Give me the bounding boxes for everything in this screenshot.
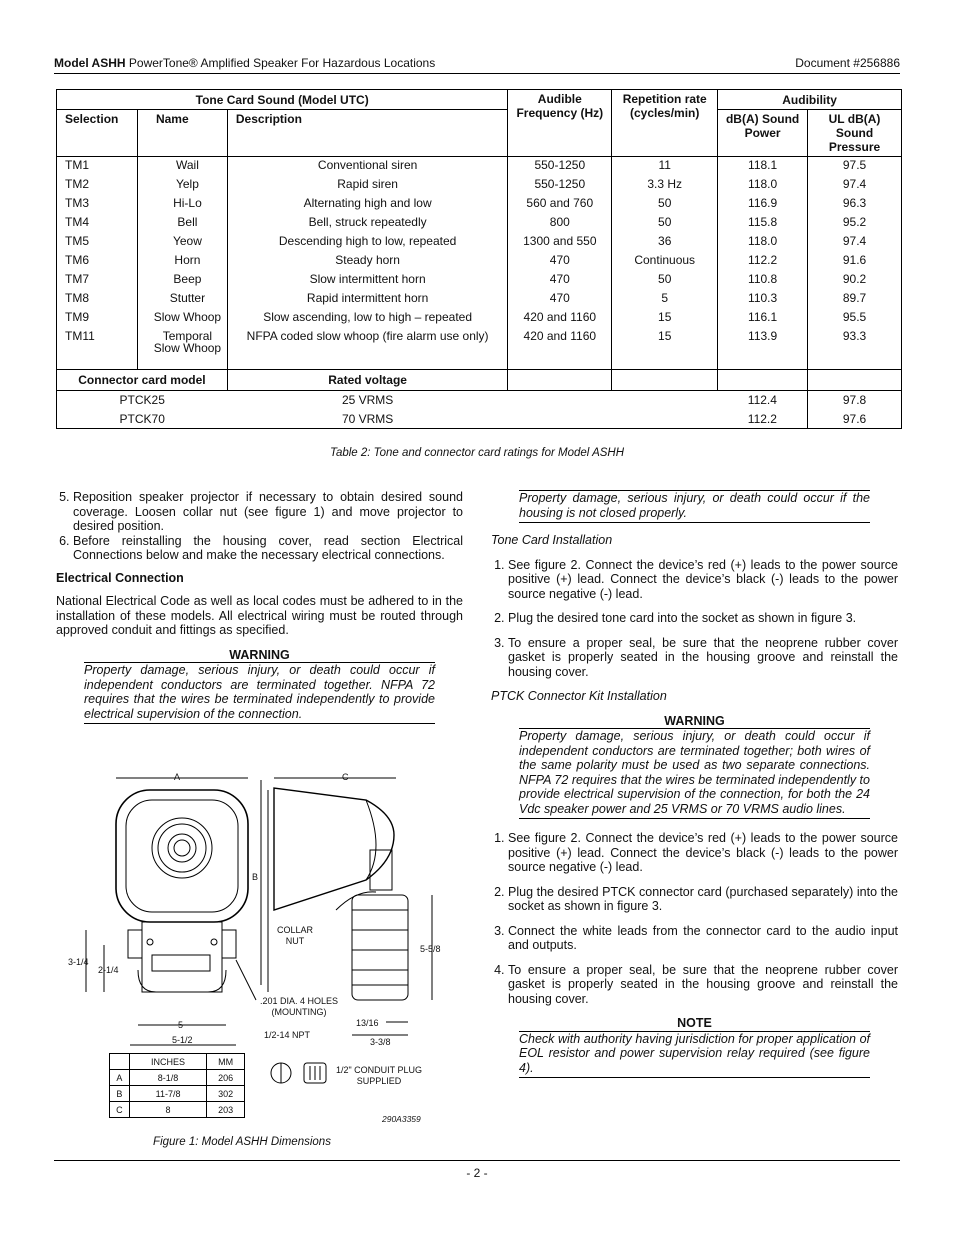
sound-power-cell: 118.0 bbox=[718, 233, 808, 252]
dim-cell: C bbox=[110, 1102, 130, 1118]
description-cell: Slow intermittent horn bbox=[227, 271, 507, 290]
dim-cell: 203 bbox=[207, 1102, 245, 1118]
description-cell: Steady horn bbox=[227, 252, 507, 271]
dim-row bbox=[110, 1086, 245, 1102]
warning-body: Property damage, serious injury, or death could occur if independent conductors are terminated together. NFPA 72 requires that the wires be terminated independently to provide electrical supervision of the connection. bbox=[84, 663, 435, 724]
sound-power-cell: 118.1 bbox=[718, 157, 808, 176]
name-cell: Wail bbox=[137, 157, 227, 176]
dim-header-cell: MM bbox=[207, 1054, 245, 1070]
sound-pressure-cell: 97.4 bbox=[808, 176, 902, 195]
dimension-table bbox=[109, 1053, 245, 1118]
npt-label: 1/2-14 NPT bbox=[264, 1030, 311, 1040]
dim-5: 5 bbox=[178, 1020, 184, 1030]
dim-13-16: 13/16 bbox=[356, 1018, 379, 1028]
figure-dimensions bbox=[56, 760, 476, 1130]
frequency-cell: 420 and 1160 bbox=[508, 328, 612, 370]
description-cell: Bell, struck repeatedly bbox=[227, 214, 507, 233]
sound-pressure-cell: 97.5 bbox=[808, 157, 902, 176]
rated-voltage-cell: 25 VRMS bbox=[341, 393, 394, 408]
dim-label-c: C bbox=[342, 772, 349, 782]
dim-3-1-4: 3-1/4 bbox=[68, 957, 89, 967]
description-cell: Slow ascending, low to high – repeated bbox=[227, 309, 507, 328]
table-row bbox=[57, 157, 902, 176]
dim-cell: 302 bbox=[207, 1086, 245, 1102]
ratings-table bbox=[56, 89, 902, 429]
list-item: 2. Plug the desired PTCK connector card (purchased separately) into the socket as shown in figure 3. bbox=[508, 885, 898, 914]
header-rule bbox=[54, 73, 900, 74]
sound-pressure-cell: 91.6 bbox=[808, 252, 902, 271]
sound-power-cell: 112.4 bbox=[747, 393, 777, 408]
right-column bbox=[491, 490, 898, 1078]
selection-cell: TM2 bbox=[65, 176, 89, 191]
header-audibility: Audibility bbox=[718, 90, 902, 110]
table-row bbox=[57, 309, 902, 328]
footer-rule bbox=[54, 1160, 900, 1161]
header-connector-model: Connector card model bbox=[57, 370, 228, 391]
conduit-plug-label: 1/2" CONDUIT PLUG SUPPLIED bbox=[335, 1065, 423, 1086]
dim-header-cell: INCHES bbox=[129, 1054, 206, 1070]
name-cell: Hi-Lo bbox=[137, 195, 227, 214]
dim-2-1-4: 2-1/4 bbox=[98, 965, 119, 975]
name-cell: Yeow bbox=[137, 233, 227, 252]
note-body: Check with authority having jurisdiction for proper application of EOL resistor and power supervision relay required (see figure 4). bbox=[519, 1032, 870, 1079]
left-column bbox=[56, 490, 463, 724]
table-row bbox=[57, 252, 902, 271]
sound-pressure-cell: 93.3 bbox=[808, 328, 902, 370]
selection-cell: TM9 bbox=[65, 309, 89, 324]
description-cell: Conventional siren bbox=[227, 157, 507, 176]
rated-voltage-cell: 70 VRMS bbox=[341, 411, 394, 426]
selection-cell: TM3 bbox=[65, 195, 89, 210]
header-frequency: Audible Frequency (Hz) bbox=[508, 90, 612, 157]
list-item: 2. Plug the desired tone card into the socket as shown in figure 3. bbox=[508, 611, 898, 626]
repetition-cell: 50 bbox=[612, 195, 718, 214]
sound-pressure-cell: 89.7 bbox=[808, 290, 902, 309]
frequency-cell: 550-1250 bbox=[508, 176, 612, 195]
repetition-cell: 5 bbox=[612, 290, 718, 309]
frequency-cell: 470 bbox=[508, 252, 612, 271]
dim-5-5-8: 5-5/8 bbox=[420, 944, 441, 954]
electrical-heading: Electrical Connection bbox=[56, 570, 184, 585]
note-title: NOTE bbox=[519, 1016, 870, 1032]
selection-cell: TM11 bbox=[65, 328, 95, 343]
repetition-cell: 50 bbox=[612, 214, 718, 233]
sound-power-cell: 110.8 bbox=[718, 271, 808, 290]
page-number: - 2 - bbox=[466, 1166, 488, 1180]
sound-power-cell: 115.8 bbox=[718, 214, 808, 233]
sound-power-cell: 113.9 bbox=[718, 328, 808, 370]
connector-model-cell: PTCK25 bbox=[119, 393, 165, 408]
step-6: 6. Before reinstalling the housing cover, read section Electrical Connections below and make the necessary electrical connections. bbox=[73, 534, 463, 563]
product-title: PowerTone® Amplified Speaker For Hazardous Locations bbox=[125, 56, 436, 70]
ptck-install-steps bbox=[491, 831, 898, 1006]
model-name: Model ASHH bbox=[54, 56, 126, 70]
frequency-cell: 800 bbox=[508, 214, 612, 233]
tone-install-heading: Tone Card Installation bbox=[491, 533, 613, 547]
name-cell: Slow Whoop bbox=[137, 309, 227, 328]
step-5: 5. Reposition speaker projector if necessary to obtain desired sound coverage. Loosen collar nut (see figure 1) and move projector to desired position. bbox=[73, 490, 463, 534]
housing-warning-body: Property damage, serious injury, or death could occur if the housing is not closed properly. bbox=[519, 491, 870, 523]
table-row bbox=[57, 195, 902, 214]
dim-row bbox=[110, 1070, 245, 1086]
sound-power-cell: 112.2 bbox=[718, 252, 808, 271]
dim-cell: 8-1/8 bbox=[129, 1070, 206, 1086]
figure-caption: Figure 1: Model ASHH Dimensions bbox=[153, 1136, 331, 1148]
description-cell: Rapid siren bbox=[227, 176, 507, 195]
warning-title: WARNING bbox=[84, 648, 435, 664]
header-tone-card: Tone Card Sound (Model UTC) bbox=[57, 90, 508, 110]
selection-cell: TM7 bbox=[65, 271, 89, 286]
header-description: Description bbox=[227, 110, 507, 157]
electrical-paragraph: National Electrical Code as well as local codes must be adhered to in the installation of these models. All electrical wiring must be routed through approved conduit and fittings as specified. bbox=[56, 594, 463, 637]
selection-cell: TM8 bbox=[65, 290, 89, 305]
ptck-warning-title: WARNING bbox=[519, 714, 870, 730]
selection-cell: TM5 bbox=[65, 233, 89, 248]
header-name: Name bbox=[137, 110, 227, 157]
connector-row bbox=[57, 410, 902, 429]
name-cell: Horn bbox=[137, 252, 227, 271]
description-cell: Descending high to low, repeated bbox=[227, 233, 507, 252]
sound-pressure-cell: 97.6 bbox=[808, 410, 902, 429]
warning-box-housing bbox=[519, 490, 870, 523]
selection-cell: TM1 bbox=[65, 158, 89, 172]
list-item: 1. See figure 2. Connect the device’s red (+) leads to the power source positive (+) lead. Connect the device’s black (-) leads to the power source negative (-) lead. bbox=[508, 558, 898, 602]
repetition-cell: 50 bbox=[612, 271, 718, 290]
repetition-cell: 15 bbox=[612, 328, 718, 370]
description-cell: NFPA coded slow whoop (fire alarm use only) bbox=[227, 328, 507, 370]
repetition-cell: 3.3 Hz bbox=[612, 176, 718, 195]
dim-cell: 8 bbox=[129, 1102, 206, 1118]
list-item: 4. To ensure a proper seal, be sure that the neoprene rubber cover gasket is properly seated in the housing groove and reinstall the housing cover. bbox=[508, 963, 898, 1007]
table-caption: Table 2: Tone and connector card ratings for Model ASHH bbox=[329, 447, 625, 459]
dim-5-1-2: 5-1/2 bbox=[172, 1035, 193, 1045]
table-row bbox=[57, 271, 902, 290]
frequency-cell: 560 and 760 bbox=[508, 195, 612, 214]
repetition-cell: 15 bbox=[612, 309, 718, 328]
dim-cell: A bbox=[110, 1070, 130, 1086]
repetition-cell: Continuous bbox=[612, 252, 718, 271]
warning-box-left bbox=[84, 648, 435, 725]
selection-cell: TM6 bbox=[65, 252, 89, 267]
dim-label-b: B bbox=[252, 872, 259, 882]
sound-pressure-cell: 95.2 bbox=[808, 214, 902, 233]
table-row bbox=[57, 214, 902, 233]
table-row bbox=[57, 290, 902, 309]
ptck-install-heading: PTCK Connector Kit Installation bbox=[491, 689, 667, 703]
ptck-warning-body: Property damage, serious injury, or death could occur if independent conductors are terminated together; both wires of the same polarity must be used as two separate connections. NFPA 72 requires that the wires be terminated independently to provide electrical supervision of the connection, for both the 24 Vdc speaker power and 25 VRMS or 70 VRMS audio lines. bbox=[519, 729, 870, 819]
header-selection: Selection bbox=[57, 110, 138, 157]
name-cell: Beep bbox=[137, 271, 227, 290]
name-cell: Bell bbox=[137, 214, 227, 233]
header-rated-voltage: Rated voltage bbox=[227, 370, 507, 391]
sound-power-cell: 116.1 bbox=[718, 309, 808, 328]
selection-cell: TM4 bbox=[65, 214, 89, 229]
sound-pressure-cell: 97.4 bbox=[808, 233, 902, 252]
frequency-cell: 1300 and 550 bbox=[508, 233, 612, 252]
holes-label: .201 DIA. 4 HOLES (MOUNTING) bbox=[259, 996, 339, 1017]
collar-nut-label: COLLAR NUT bbox=[276, 925, 313, 946]
name-cell: Yelp bbox=[137, 176, 227, 195]
list-item: 3. To ensure a proper seal, be sure that the neoprene rubber cover gasket is properly seated in the housing groove and reinstall the housing cover. bbox=[508, 636, 898, 680]
sound-power-cell: 112.2 bbox=[747, 411, 777, 426]
dim-label-a: A bbox=[174, 772, 181, 782]
sound-power-cell: 118.0 bbox=[718, 176, 808, 195]
tone-install-steps bbox=[491, 558, 898, 680]
header-sound-power: dB(A) Sound Power bbox=[718, 110, 808, 157]
sound-pressure-cell: 96.3 bbox=[808, 195, 902, 214]
connector-row bbox=[57, 391, 902, 410]
sound-power-cell: 116.9 bbox=[718, 195, 808, 214]
document-number: Document #256886 bbox=[795, 56, 900, 70]
part-number: 290A3359 bbox=[382, 1114, 421, 1124]
sound-pressure-cell: 95.5 bbox=[808, 309, 902, 328]
dim-3-3-8: 3-3/8 bbox=[370, 1037, 391, 1047]
name-cell: Stutter bbox=[137, 290, 227, 309]
repetition-cell: 36 bbox=[612, 233, 718, 252]
table-row bbox=[57, 176, 902, 195]
warning-box-ptck bbox=[519, 714, 870, 820]
frequency-cell: 550-1250 bbox=[508, 157, 612, 176]
dim-cell: 11-7/8 bbox=[129, 1086, 206, 1102]
frequency-cell: 470 bbox=[508, 290, 612, 309]
description-cell: Rapid intermittent horn bbox=[227, 290, 507, 309]
header-repetition: Repetition rate (cycles/min) bbox=[612, 90, 718, 157]
list-item: 3. Connect the white leads from the connector card to the audio input and outputs. bbox=[508, 924, 898, 953]
dim-header-cell bbox=[110, 1054, 130, 1070]
note-box bbox=[519, 1016, 870, 1078]
frequency-cell: 420 and 1160 bbox=[508, 309, 612, 328]
repetition-cell: 11 bbox=[612, 157, 718, 176]
header-sound-pressure: UL dB(A) Sound Pressure bbox=[808, 110, 902, 157]
dim-cell: B bbox=[110, 1086, 130, 1102]
frequency-cell: 470 bbox=[508, 271, 612, 290]
connector-model-cell: PTCK70 bbox=[119, 411, 165, 426]
sound-pressure-cell: 90.2 bbox=[808, 271, 902, 290]
header-title bbox=[54, 56, 435, 70]
table-row bbox=[57, 328, 902, 370]
sound-power-cell: 110.3 bbox=[718, 290, 808, 309]
table-row bbox=[57, 233, 902, 252]
sound-pressure-cell: 97.8 bbox=[808, 391, 902, 410]
name-cell: Temporal Slow Whoop bbox=[137, 328, 227, 370]
dim-row bbox=[110, 1102, 245, 1118]
description-cell: Alternating high and low bbox=[227, 195, 507, 214]
list-item: 1. See figure 2. Connect the device’s red (+) leads to the power source positive (+) lead. Connect the device’s black (-) leads to the power source negative (-) lead. bbox=[508, 831, 898, 875]
dim-cell: 206 bbox=[207, 1070, 245, 1086]
